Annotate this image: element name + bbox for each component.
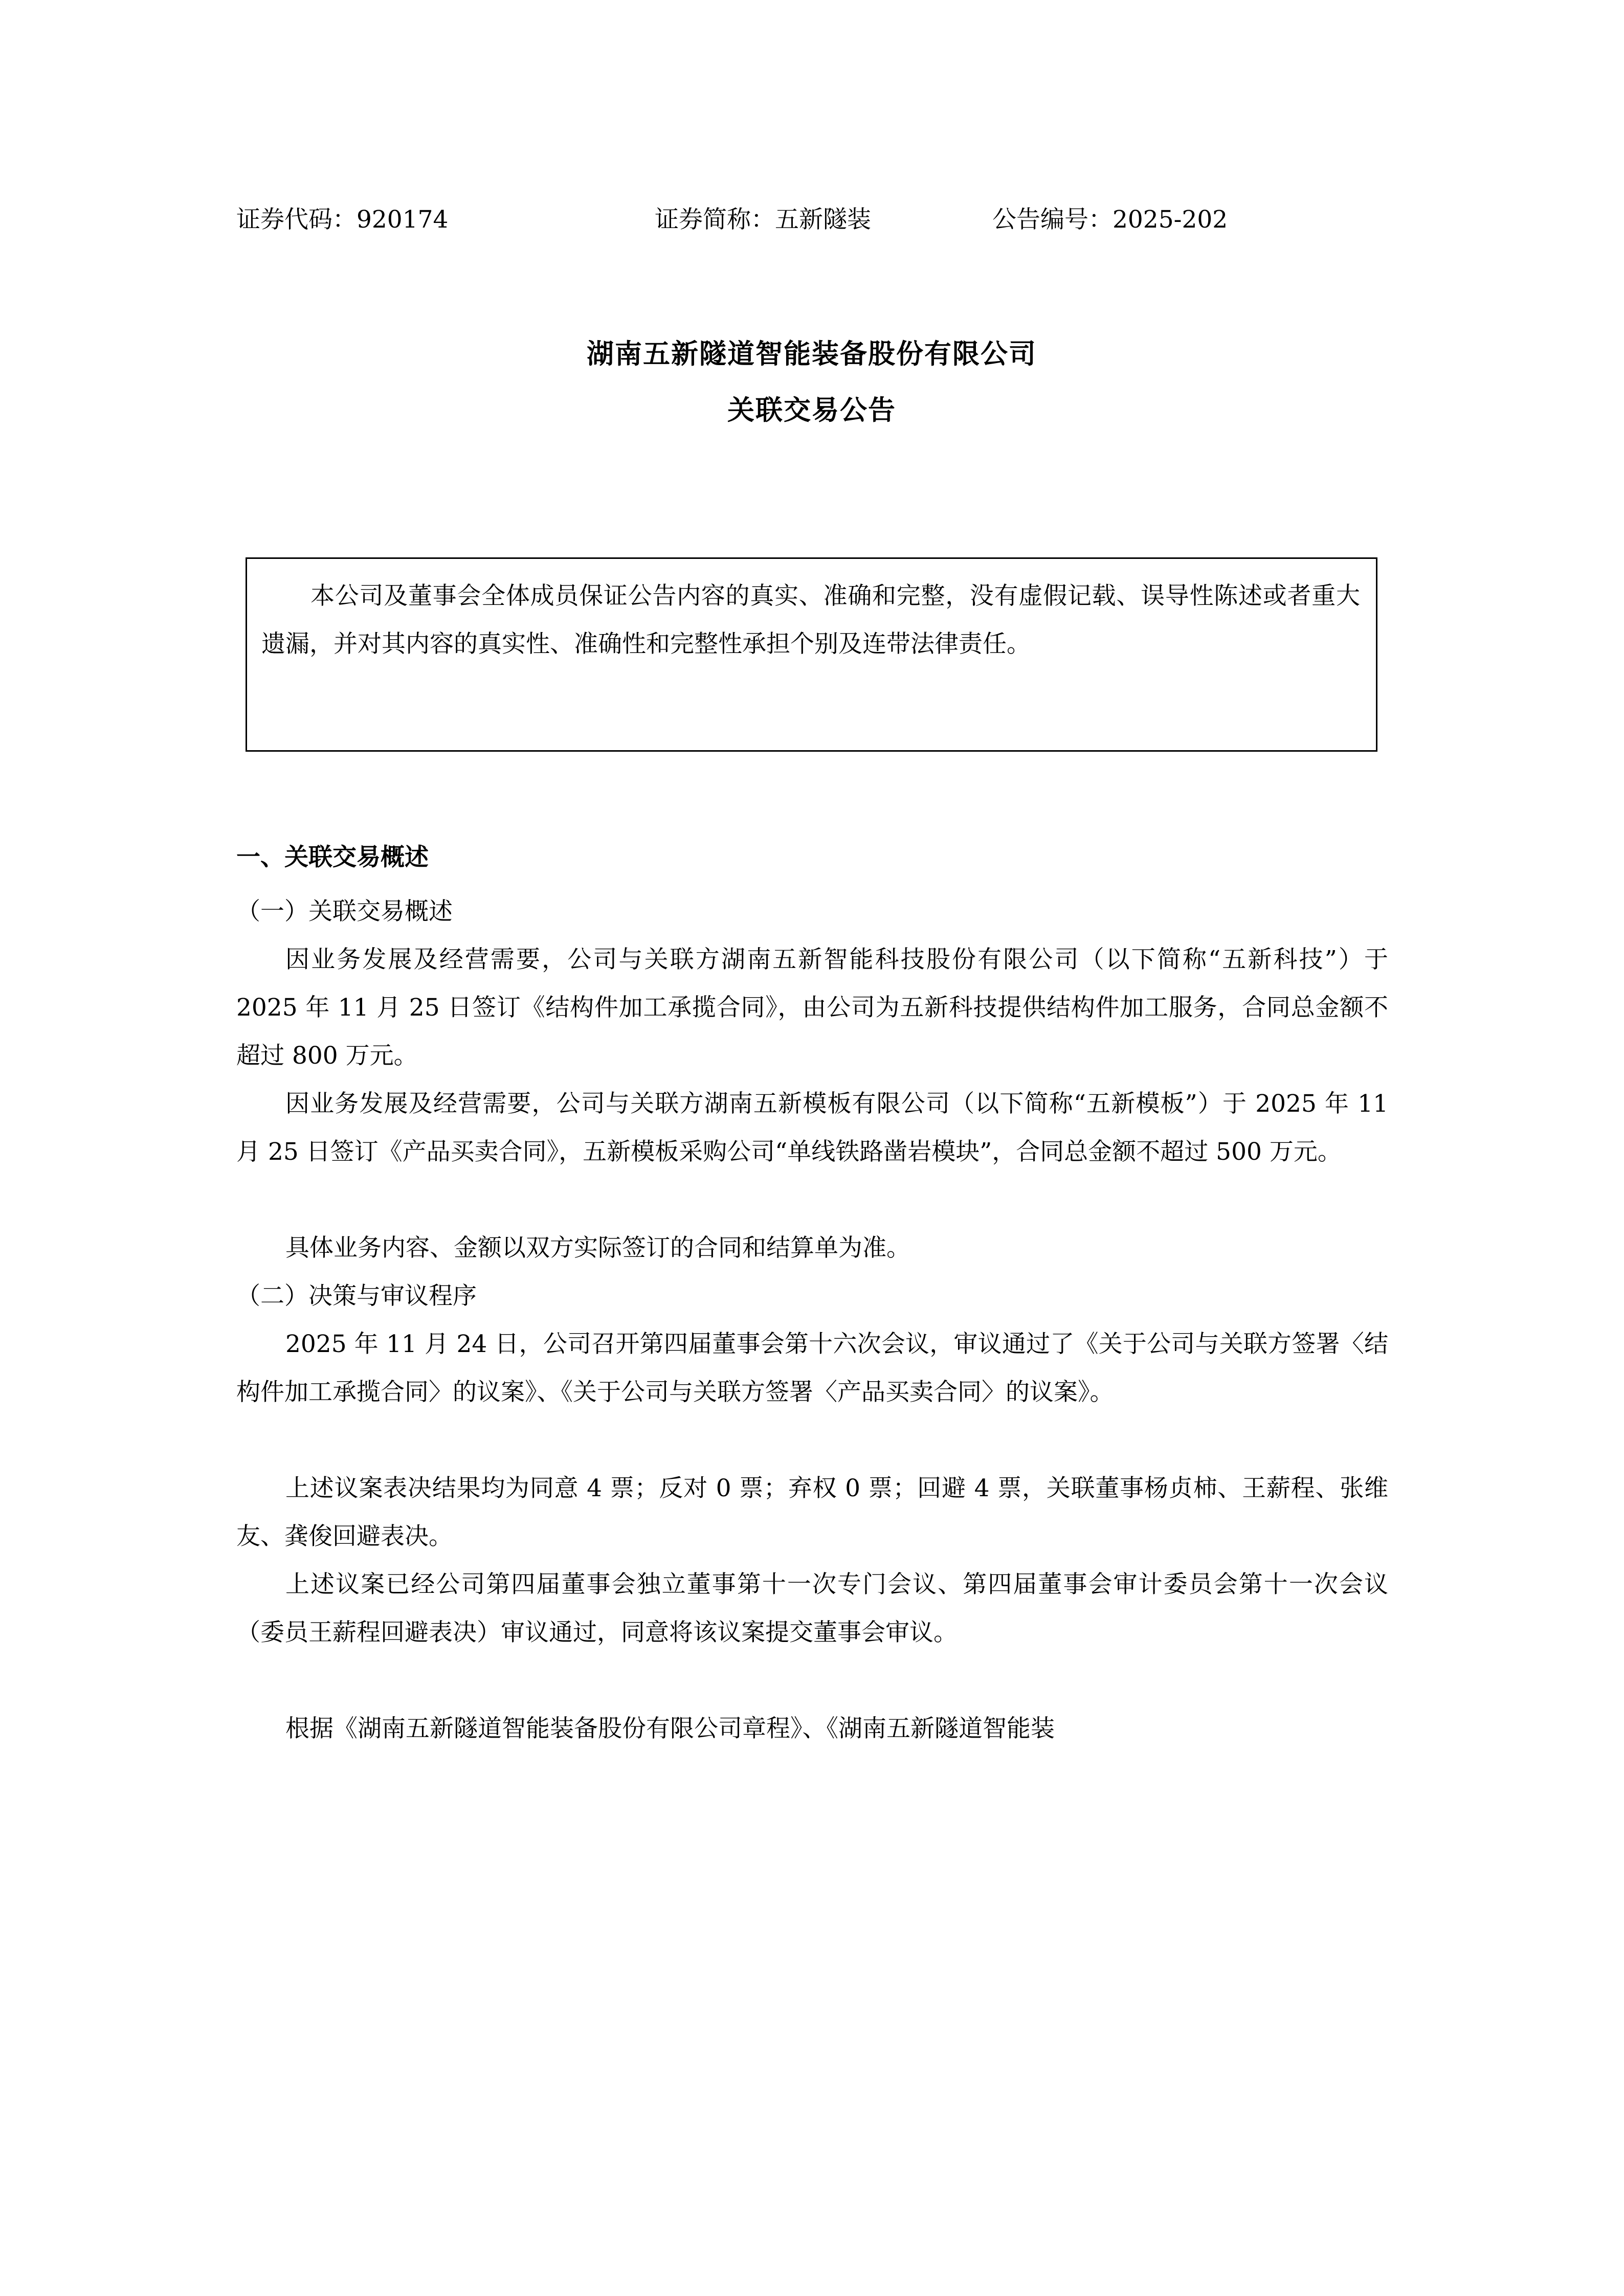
- sub-heading-decision-review-procedure: （二）决策与审议程序: [236, 1282, 477, 1310]
- section-heading-related-party-transaction-overview: 一、关联交易概述: [236, 843, 429, 871]
- sub-heading-transaction-overview: （一）关联交易概述: [236, 897, 453, 926]
- paragraph-voting-results: 上述议案表决结果均为同意 4 票；反对 0 票；弃权 0 票；回避 4 票，关联董事杨贞柿、王薪程、张维友、龚俊回避表决。: [236, 1474, 1388, 1550]
- security-abbreviation-label: 证券简称：五新隧装: [655, 206, 871, 234]
- document-running-header: [236, 202, 1428, 238]
- paragraph-actual-contract-basis: 具体业务内容、金额以双方实际签订的合同和结算单为准。: [285, 1234, 910, 1262]
- page-title-subject: 关联交易公告: [727, 394, 896, 426]
- paragraph-wuxin-technology-contract: 因业务发展及经营需要，公司与关联方湖南五新智能科技股份有限公司（以下简称“五新科技”）于 2025 年 11 月 25 日签订《结构件加工承揽合同》，由公司为五新科技提供结构件加工服务，合同总金额不超过 800 万元。: [236, 946, 1388, 1070]
- disclaimer-text: 本公司及董事会全体成员保证公告内容的真实、准确和完整，没有虚假记载、误导性陈述或者重大遗漏，并对其内容的真实性、准确性和完整性承担个别及连带法律责任。: [261, 582, 1360, 658]
- disclaimer-box: [246, 557, 1377, 752]
- page-title-company: 湖南五新隧道智能装备股份有限公司: [587, 338, 1037, 370]
- paragraph-independent-director-audit-committee: 上述议案已经公司第四届董事会独立董事第十一次专门会议、第四届董事会审计委员会第十一次会议（委员王薪程回避表决）审议通过，同意将该议案提交董事会审议。: [236, 1570, 1388, 1647]
- announcement-number-label: 公告编号：2025-202: [992, 206, 1228, 234]
- paragraph-board-meeting-resolution: 2025 年 11 月 24 日，公司召开第四届董事会第十六次会议，审议通过了《关于公司与关联方签署〈结构件加工承揽合同〉的议案》、《关于公司与关联方签署〈产品买卖合同〉的议案》。: [236, 1330, 1388, 1406]
- paragraph-articles-of-association: 根据《湖南五新隧道智能装备股份有限公司章程》、《湖南五新隧道智能装: [285, 1715, 1055, 1743]
- paragraph-wuxin-formwork-contract: 因业务发展及经营需要，公司与关联方湖南五新模板有限公司（以下简称“五新模板”）于 2025 年 11 月 25 日签订《产品买卖合同》，五新模板采购公司“单线铁路凿岩模块”，合同总金额不超过 500 万元。: [236, 1090, 1388, 1166]
- security-code-label: 证券代码：920174: [236, 206, 449, 234]
